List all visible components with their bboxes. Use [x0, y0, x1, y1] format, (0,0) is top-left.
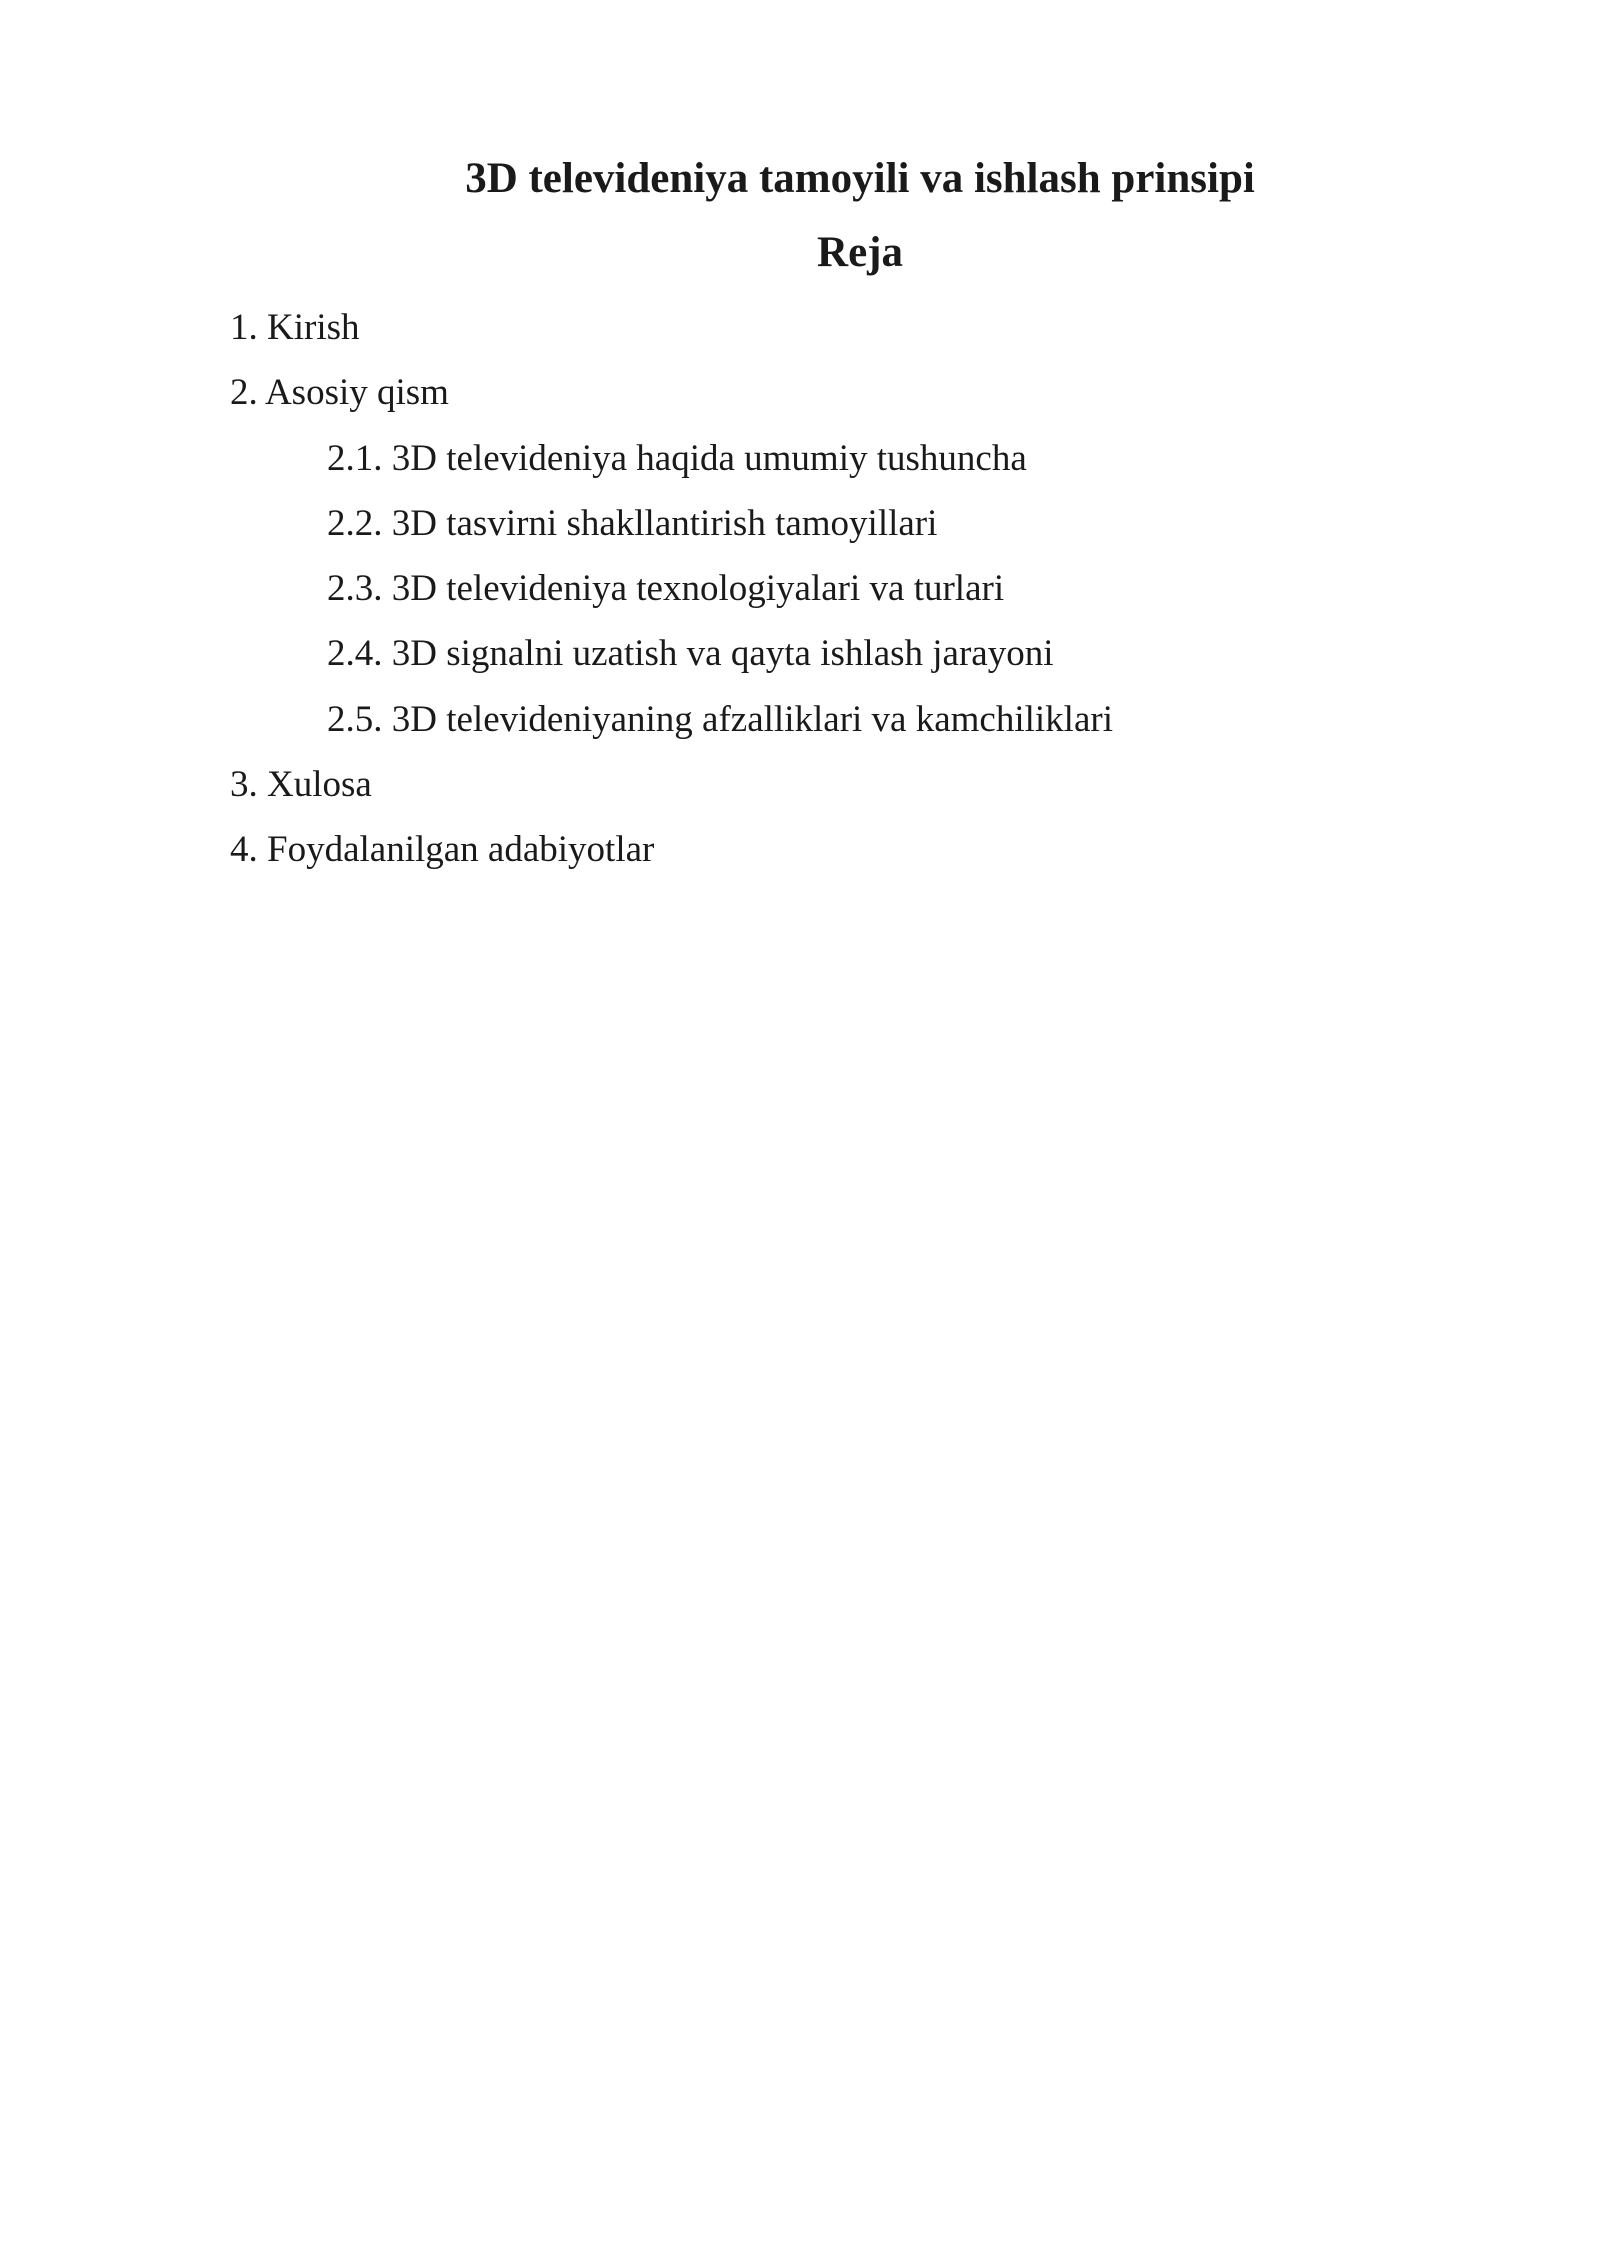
- plan-list: [230, 295, 1430, 883]
- plan-item-kirish: 1. Kirish: [230, 307, 360, 348]
- document-title: 3D televideniya tamoyili va ishlash prinsipi: [465, 155, 1255, 202]
- plan-item-asosiy-qism: 2. Asosiy qism: [230, 372, 449, 414]
- plan-subitem-2-4: 2.4. 3D signalni uzatish va qayta ishlash jarayoni: [327, 633, 1054, 675]
- plan-item-xulosa: 3. Xulosa: [230, 764, 372, 806]
- plan-heading: Reja: [817, 229, 903, 276]
- plan-subitem-2-3: 2.3. 3D televideniya texnologiyalari va turlari: [327, 568, 1005, 610]
- plan-subitem-2-5: 2.5. 3D televideniyaning afzalliklari va kamchiliklari: [327, 698, 1113, 740]
- plan-subitem-2-2: 2.2. 3D tasvirni shakllantirish tamoyillari: [327, 502, 938, 544]
- plan-item-adabiyotlar: 4. Foydalanilgan adabiyotlar: [230, 829, 655, 871]
- plan-subitem-2-1: 2.1. 3D televideniya haqida umumiy tushuncha: [327, 437, 1027, 479]
